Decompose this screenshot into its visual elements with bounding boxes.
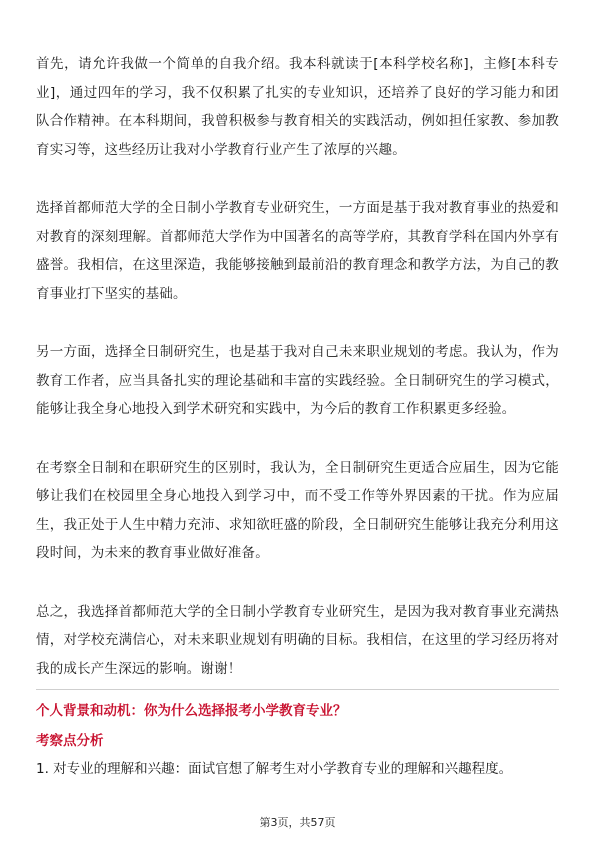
section-divider xyxy=(36,689,559,690)
paragraph-intro: 首先，请允许我做一个简单的自我介绍。我本科就读于[本科学校名称]，主修[本科专业]，通过四年的学习，我不仅积累了扎实的专业知识，还培养了良好的学习能力和团队合作精神。在本科期间，我曾积极参与教育相关的实践活动，例如担任家教、参加教育实习等，这些经历让我对小学教育行业产生了浓厚的兴趣。 xyxy=(36,56,559,158)
paragraph-reason-fulltime: 另一方面，选择全日制研究生，也是基于我对自己未来职业规划的考虑。我认为，作为教育工作者，应当具备扎实的理论基础和丰富的实践经验。全日制研究生的学习模式，能够让我全身心地投入到学术研究和实践中，为今后的教育工作积累更多经验。 xyxy=(36,344,559,417)
page-number: 第3页，共57页 xyxy=(259,816,336,829)
section-subheading: 考察点分析 xyxy=(36,733,104,749)
section-heading: 个人背景和动机：你为什么选择报考小学教育专业？ xyxy=(36,703,347,719)
paragraph-conclusion: 总之，我选择首都师范大学的全日制小学教育专业研究生，是因为我对教育事业充满热情，对学校充满信心，对未来职业规划有明确的目标。我相信，在这里的学习经历将对我的成长产生深远的影响。谢谢！ xyxy=(36,603,559,677)
page-content xyxy=(36,50,559,780)
list-item: 1. 对专业的理解和兴趣：面试官想了解考生对小学教育专业的理解和兴趣程度。 xyxy=(36,761,513,777)
paragraph-reason-school: 选择首都师范大学的全日制小学教育专业研究生，一方面是基于我对教育事业的热爱和对教育的深刻理解。首都师范大学作为中国著名的高等学府，其教育学科在国内外享有盛誉。我相信，在这里深造，我能够接触到最前沿的教育理念和教学方法，为自己的教育事业打下坚实的基础。 xyxy=(36,200,559,302)
paragraph-comparison: 在考察全日制和在职研究生的区别时，我认为，全日制研究生更适合应届生，因为它能够让我们在校园里全身心地投入到学习中，而不受工作等外界因素的干扰。作为应届生，我正处于人生中精力充沛、求知欲旺盛的阶段，全日制研究生能够让我充分利用这段时间，为未来的教育事业做好准备。 xyxy=(36,459,559,561)
